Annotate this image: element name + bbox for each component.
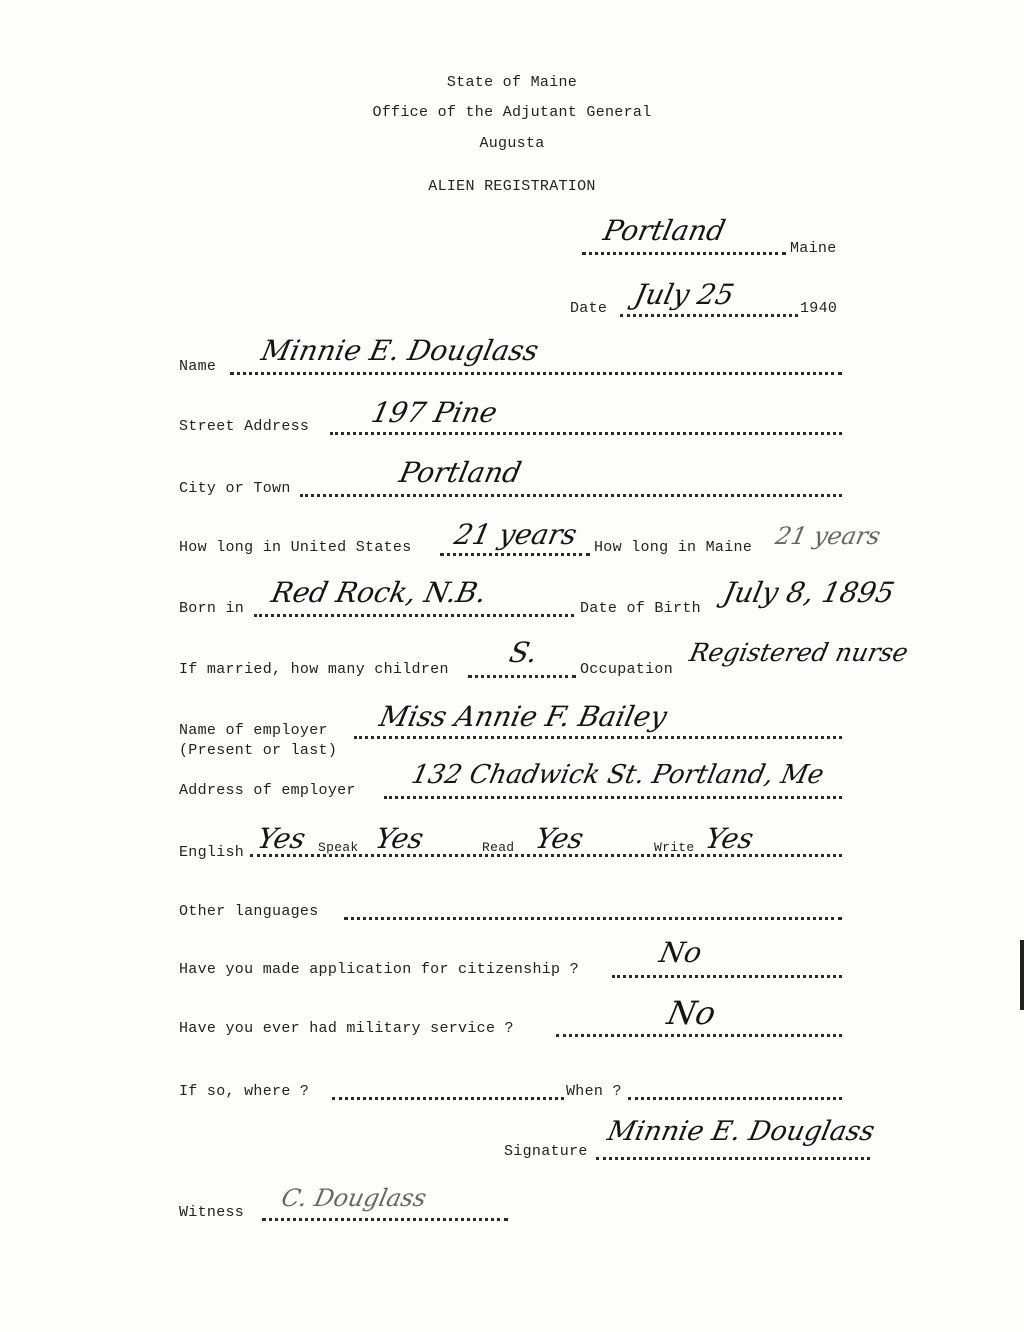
speak-label: Speak — [318, 840, 359, 855]
street-line — [330, 432, 842, 435]
place-value: Portland — [600, 214, 729, 247]
date-year: 1940 — [800, 300, 838, 317]
form-title: ALIEN REGISTRATION — [428, 178, 596, 195]
scan-edge-mark — [1020, 940, 1024, 1010]
read-label: Read — [482, 840, 515, 855]
children-label: If married, how many children — [179, 661, 449, 678]
military-line — [556, 1034, 842, 1037]
employer-line — [354, 736, 842, 739]
street-value: 197 Pine — [368, 396, 501, 429]
how-long-maine-value: 21 years — [773, 522, 884, 550]
how-long-us-label: How long in United States — [179, 539, 412, 556]
military-label: Have you ever had military service ? — [179, 1020, 514, 1037]
signature-label: Signature — [504, 1143, 588, 1160]
born-in-line — [254, 614, 574, 617]
how-long-maine-label: How long in Maine — [594, 539, 753, 556]
city-heading: Augusta — [479, 135, 545, 152]
languages-line — [250, 854, 842, 857]
if-so-where-line — [332, 1097, 564, 1100]
occupation-value: Registered nurse — [686, 638, 911, 667]
citizenship-line — [612, 975, 842, 978]
state-heading: State of Maine — [446, 74, 578, 91]
employer-label: Name of employer — [179, 722, 328, 739]
occupation-label: Occupation — [580, 661, 674, 678]
witness-value: C. Douglass — [279, 1184, 429, 1212]
date-value: July 25 — [631, 278, 738, 311]
born-in-label: Born in — [179, 600, 245, 617]
city-line — [300, 494, 842, 497]
write-value: Yes — [702, 822, 757, 855]
place-suffix: Maine — [790, 240, 837, 257]
dob-label: Date of Birth — [580, 600, 701, 617]
place-line — [582, 252, 786, 255]
witness-line — [262, 1218, 508, 1221]
employer-address-label: Address of employer — [179, 782, 356, 799]
speak-value: Yes — [372, 822, 427, 855]
born-in-value: Red Rock, N.B. — [268, 576, 490, 609]
street-label: Street Address — [179, 418, 310, 435]
employer-address-line — [384, 796, 842, 799]
date-line — [620, 314, 798, 317]
office-heading: Office of the Adjutant General — [372, 104, 652, 121]
citizenship-value: No — [656, 936, 705, 969]
read-value: Yes — [532, 822, 587, 855]
city-label: City or Town — [179, 480, 291, 497]
other-languages-line — [344, 917, 842, 920]
children-value: S. — [506, 636, 541, 669]
other-languages-label: Other languages — [179, 903, 319, 920]
english-value: Yes — [254, 822, 309, 855]
if-so-where-label: If so, where ? — [179, 1083, 310, 1100]
when-line — [628, 1097, 842, 1100]
dob-value: July 8, 1895 — [720, 576, 898, 609]
how-long-us-value: 21 years — [451, 518, 580, 551]
name-line — [230, 372, 842, 375]
military-value: No — [663, 994, 720, 1032]
when-label: When ? — [566, 1083, 622, 1100]
employer-address-value: 132 Chadwick St. Portland, Me — [408, 760, 827, 790]
citizenship-label: Have you made application for citizenship ? — [179, 961, 579, 978]
children-line — [468, 675, 576, 678]
how-long-us-line — [440, 553, 590, 556]
signature-value: Minnie E. Douglass — [604, 1116, 878, 1147]
write-label: Write — [654, 840, 695, 855]
name-label: Name — [179, 358, 217, 375]
english-label: English — [179, 844, 245, 861]
witness-label: Witness — [179, 1204, 245, 1221]
employer-value: Miss Annie F. Bailey — [376, 700, 670, 733]
city-value: Portland — [396, 456, 525, 489]
name-value: Minnie E. Douglass — [258, 334, 542, 367]
signature-line — [596, 1157, 870, 1160]
employer-sublabel: (Present or last) — [179, 742, 338, 759]
date-label: Date — [570, 300, 608, 317]
